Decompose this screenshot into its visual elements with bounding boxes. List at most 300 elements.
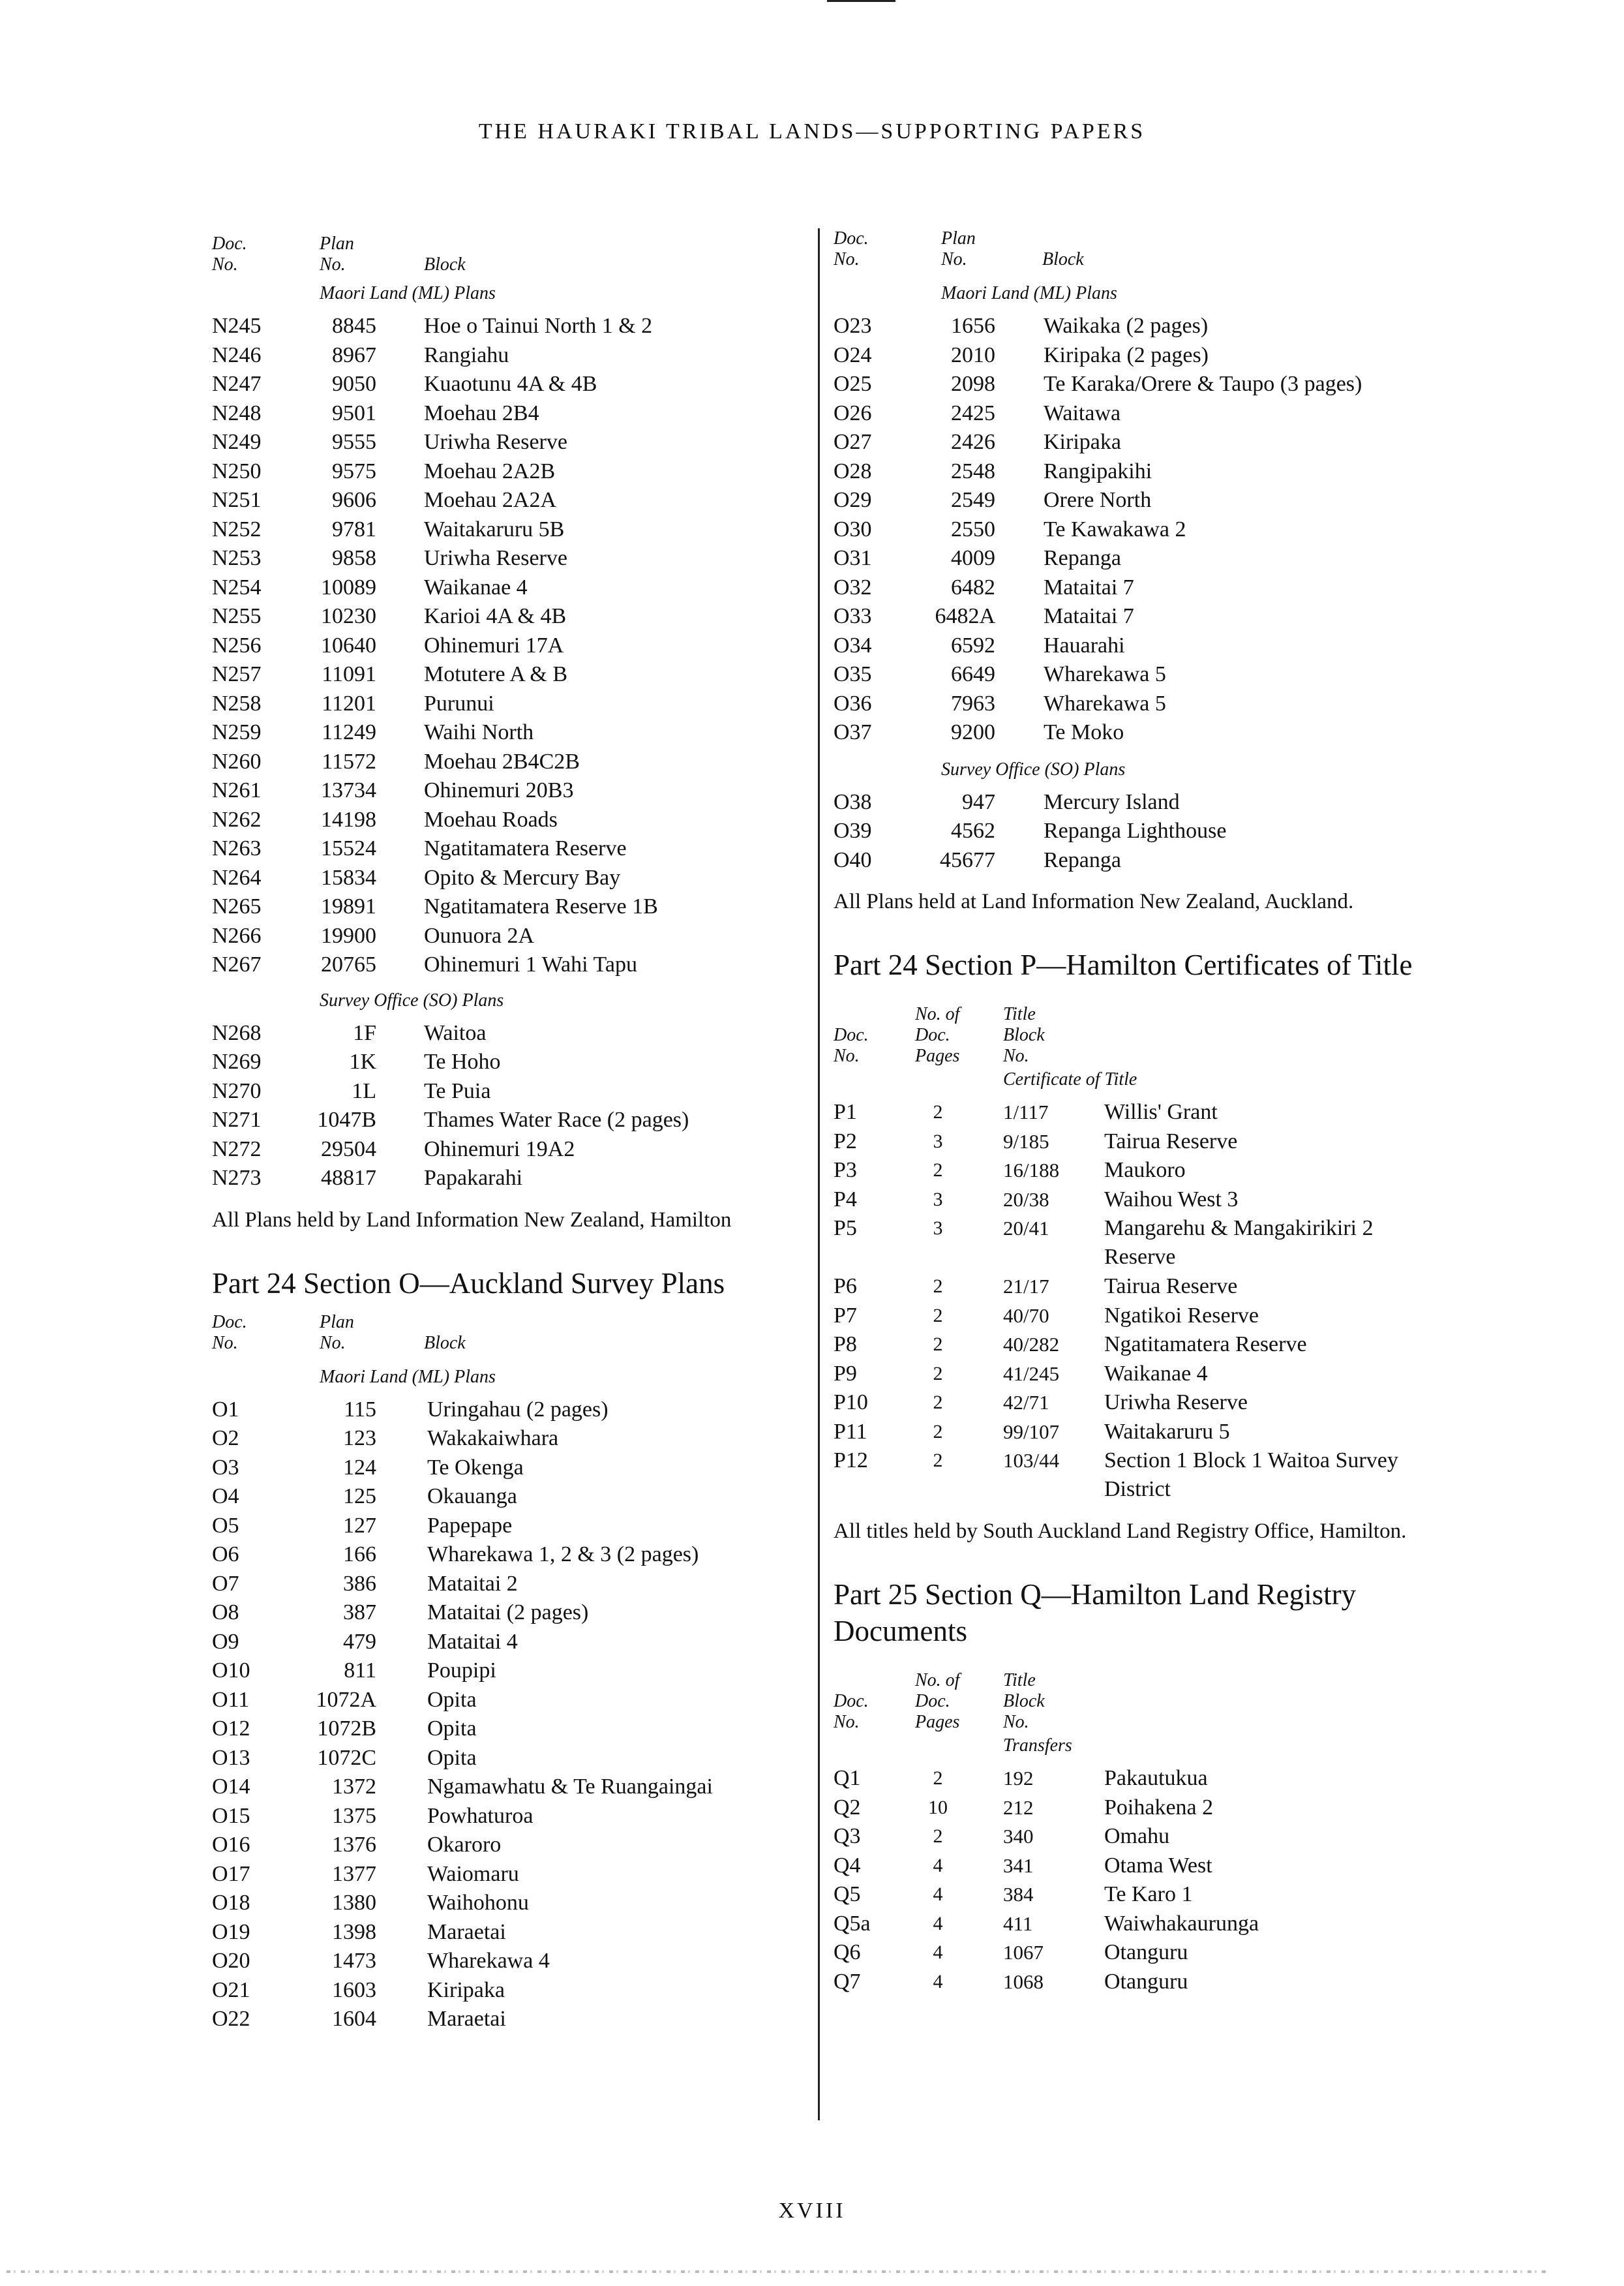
plan-number: 11091 xyxy=(322,662,376,686)
plan-number: 1380 xyxy=(332,1891,376,1915)
table-row xyxy=(212,951,799,980)
doc-number: O1 xyxy=(212,1397,239,1422)
table-row xyxy=(834,602,1434,632)
doc-number: O11 xyxy=(212,1687,250,1712)
doc-number: O3 xyxy=(212,1455,239,1480)
table-row xyxy=(212,1077,799,1106)
block-name: Section 1 Block 1 Waitoa Survey District xyxy=(1104,1448,1398,1501)
running-head: THE HAURAKI TRIBAL LANDS—SUPPORTING PAPERS xyxy=(478,119,1146,144)
doc-number: O21 xyxy=(212,1977,250,2002)
section-p-title: Part 24 Section P—Hamilton Certificates of Title xyxy=(834,949,1413,981)
block-name: Rangiahu xyxy=(424,343,509,367)
table-row xyxy=(212,486,799,515)
block-name: Ngatikoi Reserve xyxy=(1104,1303,1259,1328)
plan-number: 1K xyxy=(349,1050,376,1074)
doc-number: O15 xyxy=(212,1803,250,1828)
page-count: 4 xyxy=(933,1854,943,1876)
table-row xyxy=(212,428,799,457)
block-name: Rangipakihi xyxy=(1044,459,1152,483)
doc-number: P12 xyxy=(834,1448,868,1472)
doc-number: N264 xyxy=(212,865,262,890)
block-name: Ohinemuri 1 Wahi Tapu xyxy=(424,952,637,977)
doc-number: O7 xyxy=(212,1571,239,1596)
block-name: Moehau Roads xyxy=(424,807,558,832)
table-row xyxy=(212,1714,799,1744)
table-row xyxy=(834,1388,1434,1418)
block-name: Ohinemuri 19A2 xyxy=(424,1136,575,1161)
table-row xyxy=(834,544,1434,573)
table-row xyxy=(212,748,799,777)
table-row xyxy=(212,1424,799,1454)
doc-number: O29 xyxy=(834,488,872,512)
plan-header: Plan xyxy=(941,228,976,249)
doc-number: P2 xyxy=(834,1129,857,1153)
table-row xyxy=(834,399,1434,429)
o-table-right xyxy=(834,312,1434,748)
page-count: 2 xyxy=(933,1275,943,1297)
plan-number: 9575 xyxy=(332,459,376,483)
table-row xyxy=(212,515,799,545)
block-name: Mataitai (2 pages) xyxy=(427,1600,589,1624)
plan-number: 947 xyxy=(962,789,995,814)
title-number: 341 xyxy=(1003,1853,1034,1877)
doc-number: Q5 xyxy=(834,1882,861,1906)
doc-number: O28 xyxy=(834,459,872,483)
block-name: Moehau 2B4C2B xyxy=(424,749,580,774)
page-count: 2 xyxy=(933,1334,943,1355)
left-column xyxy=(212,228,799,2034)
plan-number: 2098 xyxy=(951,372,995,396)
block-name: Wharekawa 5 xyxy=(1044,662,1166,686)
doc-number: O12 xyxy=(212,1716,250,1741)
block-name: Te Karaka/Orere & Taupo (3 pages) xyxy=(1044,372,1362,396)
block-name: Mataitai 7 xyxy=(1044,604,1134,628)
plan-number: 20765 xyxy=(321,952,376,977)
doc-number: N257 xyxy=(212,662,262,686)
o-ml-subheading-cont: Maori Land (ML) Plans xyxy=(941,283,1117,303)
table-row xyxy=(834,1156,1434,1185)
plan-number: 1L xyxy=(352,1078,376,1103)
block-name: Uriwha Reserve xyxy=(424,546,567,570)
table-row xyxy=(212,1860,799,1889)
table-row xyxy=(212,1686,799,1715)
no-of-header: No. of xyxy=(915,1670,960,1690)
plan-number: 115 xyxy=(344,1397,376,1422)
doc-number: N248 xyxy=(212,401,262,425)
doc-number: N267 xyxy=(212,952,262,977)
plan-number: 386 xyxy=(343,1571,376,1596)
doc-number: O10 xyxy=(212,1658,250,1683)
title-number: 212 xyxy=(1003,1795,1034,1819)
doc-number: O32 xyxy=(834,575,872,600)
plan-number: 9555 xyxy=(332,430,376,454)
block-name: Maraetai xyxy=(427,2007,506,2031)
plan-number: 19900 xyxy=(321,923,376,948)
block-name: Mataitai 4 xyxy=(427,1629,518,1654)
plan-number: 6649 xyxy=(951,662,995,686)
table-row xyxy=(834,1968,1434,1997)
plan-number: 123 xyxy=(343,1426,376,1450)
plan-number: 1F xyxy=(353,1020,376,1045)
table-row xyxy=(834,1793,1434,1823)
table-row xyxy=(834,1302,1434,1331)
plan-number: 125 xyxy=(343,1484,376,1508)
plan-number: 15524 xyxy=(321,836,376,861)
block-name: Waiwhakaurunga xyxy=(1104,1911,1259,1936)
o-table-header xyxy=(212,1312,799,1364)
o-so-table xyxy=(834,788,1434,876)
right-column xyxy=(834,228,1434,1996)
doc-number: N265 xyxy=(212,894,262,919)
o-table-header-cont xyxy=(834,228,1434,281)
block-name: Mataitai 7 xyxy=(1044,575,1134,600)
title-number: 411 xyxy=(1003,1912,1033,1935)
plan-number: 2550 xyxy=(951,517,995,541)
title-number: 16/188 xyxy=(1003,1159,1060,1181)
title-number: 40/282 xyxy=(1003,1333,1060,1356)
doc-pages-header: Doc. xyxy=(915,1691,950,1711)
no-header: No. xyxy=(834,249,860,269)
plan-number: 1072C xyxy=(317,1745,376,1770)
doc-number: O31 xyxy=(834,546,872,570)
plan-number: 166 xyxy=(343,1542,376,1566)
plan-number: 2549 xyxy=(951,488,995,512)
table-row xyxy=(834,573,1434,603)
table-row xyxy=(834,690,1434,719)
title-number: 21/17 xyxy=(1003,1275,1049,1298)
plan-number: 45677 xyxy=(940,847,995,872)
block-name: Kiripaka xyxy=(1044,430,1121,454)
table-row xyxy=(834,1910,1434,1939)
block-name: Te Kawakawa 2 xyxy=(1044,517,1186,541)
block-name: Motutere A & B xyxy=(424,662,568,686)
doc-number: Q6 xyxy=(834,1940,861,1964)
page-count: 4 xyxy=(933,1883,943,1905)
doc-number: O4 xyxy=(212,1484,239,1508)
table-row xyxy=(212,1947,799,1976)
block-name: Waikanae 4 xyxy=(424,575,528,600)
block-name: Otama West xyxy=(1104,1853,1212,1878)
table-row xyxy=(834,817,1434,846)
table-row xyxy=(212,660,799,690)
block-name: Opita xyxy=(427,1716,477,1741)
table-row xyxy=(212,1540,799,1570)
block-name: Waitakaruru 5 xyxy=(1104,1419,1230,1444)
table-row xyxy=(834,1185,1434,1215)
table-row xyxy=(834,486,1434,515)
no-of-header: No. of xyxy=(915,1004,960,1024)
page-count: 4 xyxy=(933,1942,943,1963)
doc-number: O19 xyxy=(212,1919,250,1944)
plan-number: 1072A xyxy=(316,1687,376,1712)
doc-number: O8 xyxy=(212,1600,239,1624)
table-row xyxy=(212,718,799,748)
plan-no-header: No. xyxy=(941,249,967,269)
table-row xyxy=(834,1418,1434,1447)
plan-number: 6482 xyxy=(951,575,995,600)
table-row xyxy=(212,690,799,719)
block-name: Repanga xyxy=(1044,847,1121,872)
table-row xyxy=(212,776,799,806)
plan-number: 4009 xyxy=(951,546,995,570)
block-name: Kuaotunu 4A & 4B xyxy=(424,372,597,396)
table-row xyxy=(212,341,799,371)
doc-number: P3 xyxy=(834,1158,857,1182)
plan-number: 1047B xyxy=(317,1108,376,1132)
plan-number: 1377 xyxy=(332,1861,376,1886)
plan-number: 13734 xyxy=(321,778,376,802)
block-name: Te Puia xyxy=(424,1078,491,1103)
plan-number: 14198 xyxy=(321,807,376,832)
table-row xyxy=(212,2005,799,2034)
title-number: 384 xyxy=(1003,1883,1034,1906)
table-row xyxy=(212,1482,799,1512)
title-no-header: No. xyxy=(1003,1712,1029,1732)
block-header: Block xyxy=(424,1332,466,1353)
plan-number: 811 xyxy=(344,1658,376,1683)
plan-number: 10640 xyxy=(321,633,376,658)
table-row xyxy=(212,1918,799,1947)
table-row xyxy=(212,602,799,632)
page-count: 10 xyxy=(928,1796,948,1818)
doc-number: O14 xyxy=(212,1775,250,1799)
plan-number: 9050 xyxy=(332,372,376,396)
column-divider xyxy=(818,228,820,2120)
table-row xyxy=(212,834,799,864)
section-q-title: Part 25 Section Q—Hamilton Land Registry Documents xyxy=(834,1578,1357,1647)
block-name: Karioi 4A & 4B xyxy=(424,604,567,628)
title-number: 1/117 xyxy=(1003,1101,1049,1123)
block-name: Okauanga xyxy=(427,1484,517,1508)
block-name: Tairua Reserve xyxy=(1104,1129,1238,1153)
doc-number: N271 xyxy=(212,1108,262,1132)
block-name: Te Hoho xyxy=(424,1050,501,1074)
block-name: Waikaka (2 pages) xyxy=(1044,314,1209,338)
plan-number: 2425 xyxy=(951,401,995,425)
table-row xyxy=(212,1395,799,1425)
plan-number: 1375 xyxy=(332,1803,376,1828)
doc-number: Q3 xyxy=(834,1824,861,1848)
doc-number: P6 xyxy=(834,1274,857,1298)
table-row xyxy=(834,1880,1434,1910)
doc-number: O16 xyxy=(212,1833,250,1857)
table-row xyxy=(834,515,1434,545)
doc-number: P1 xyxy=(834,1100,857,1124)
plan-number: 387 xyxy=(343,1600,376,1624)
table-row xyxy=(212,864,799,893)
page-count: 2 xyxy=(933,1767,943,1789)
block-name: Omahu xyxy=(1104,1824,1170,1848)
page-count: 2 xyxy=(933,1159,943,1181)
block-name: Poihakena 2 xyxy=(1104,1795,1214,1820)
title-number: 99/107 xyxy=(1003,1420,1060,1443)
block-name: Te Okenga xyxy=(427,1455,524,1480)
block-name: Papepape xyxy=(427,1513,513,1538)
plan-number: 9501 xyxy=(332,401,376,425)
block-name: Wharekawa 5 xyxy=(1044,691,1166,716)
doc-number: O2 xyxy=(212,1426,239,1450)
plan-number: 15834 xyxy=(321,865,376,890)
title-header: Title xyxy=(1003,1004,1036,1024)
page-count: 3 xyxy=(933,1188,943,1210)
block-name: Ounuora 2A xyxy=(424,923,535,948)
doc-number: P11 xyxy=(834,1419,867,1444)
table-row xyxy=(212,399,799,429)
table-row xyxy=(834,1446,1434,1504)
page-count: 2 xyxy=(933,1450,943,1471)
block-name: Waitawa xyxy=(1044,401,1121,425)
plan-number: 479 xyxy=(343,1629,376,1654)
o-table-left xyxy=(212,1395,799,2034)
block-name: Wakakaiwhara xyxy=(427,1426,559,1450)
plan-number: 1473 xyxy=(332,1949,376,1973)
title-number: 192 xyxy=(1003,1767,1034,1790)
table-row xyxy=(212,370,799,399)
doc-number: O37 xyxy=(834,720,872,744)
plan-number: 1603 xyxy=(332,1977,376,2002)
plan-no-header: No. xyxy=(320,1332,346,1353)
page-count: 3 xyxy=(933,1130,943,1152)
doc-number: N247 xyxy=(212,372,262,396)
plan-number: 9781 xyxy=(332,517,376,541)
pages-header: Pages xyxy=(915,1712,960,1732)
block-name: Waihou West 3 xyxy=(1104,1187,1239,1212)
block-name: Uringahau (2 pages) xyxy=(427,1397,609,1422)
table-row xyxy=(834,1764,1434,1793)
title-header: Title xyxy=(1003,1670,1036,1690)
n-ml-table xyxy=(212,312,799,980)
block-name: Powhaturoa xyxy=(427,1803,534,1828)
block-name: Moehau 2A2B xyxy=(424,459,556,483)
block-name: Mangarehu & Mangakirikiri 2 Reserve xyxy=(1104,1216,1374,1269)
table-row xyxy=(834,457,1434,487)
q-table-header xyxy=(834,1660,1434,1733)
doc-number: O13 xyxy=(212,1745,250,1770)
table-row xyxy=(834,428,1434,457)
block-name: Kiripaka xyxy=(427,1977,505,2002)
plan-number: 4562 xyxy=(951,819,995,843)
table-row xyxy=(212,1628,799,1657)
p-holding-note: All titles held by South Auckland Land Registry Office, Hamilton. xyxy=(834,1519,1407,1543)
doc-number: P5 xyxy=(834,1216,857,1240)
doc-number: O6 xyxy=(212,1542,239,1566)
plan-number: 2548 xyxy=(951,459,995,483)
doc-header: Doc. xyxy=(834,1025,869,1045)
no-header: No. xyxy=(834,1046,860,1066)
doc-number: N256 xyxy=(212,633,262,658)
block-name: Repanga Lighthouse xyxy=(1044,819,1227,843)
doc-number: O5 xyxy=(212,1513,239,1538)
plan-number: 1398 xyxy=(332,1919,376,1944)
table-row xyxy=(212,1106,799,1135)
table-row xyxy=(834,660,1434,690)
table-row xyxy=(834,1330,1434,1360)
plan-number: 1372 xyxy=(332,1775,376,1799)
plan-number: 11249 xyxy=(322,720,376,744)
table-row xyxy=(212,1802,799,1831)
doc-number: O20 xyxy=(212,1949,250,1973)
table-row xyxy=(212,1889,799,1918)
plan-number: 1376 xyxy=(332,1833,376,1857)
doc-number: N273 xyxy=(212,1166,262,1190)
table-row xyxy=(212,1048,799,1077)
title-block-header: Block xyxy=(1003,1691,1045,1711)
doc-header: Doc. xyxy=(834,1691,869,1711)
doc-number: N251 xyxy=(212,488,262,512)
o-holding-note: All Plans held at Land Information New Zealand, Auckland. xyxy=(834,890,1354,913)
no-header: No. xyxy=(212,254,238,275)
plan-number: 8967 xyxy=(332,343,376,367)
block-header: Block xyxy=(1042,249,1084,269)
n-so-table xyxy=(212,1019,799,1193)
page-count: 4 xyxy=(933,1912,943,1934)
table-row xyxy=(834,1098,1434,1127)
plan-number: 2010 xyxy=(951,343,995,367)
title-number: 20/41 xyxy=(1003,1217,1049,1240)
doc-number: O40 xyxy=(834,847,872,872)
p-table-header xyxy=(834,994,1434,1067)
title-no-header: No. xyxy=(1003,1046,1029,1066)
doc-number: N250 xyxy=(212,459,262,483)
block-name: Tairua Reserve xyxy=(1104,1274,1238,1298)
block-name: Waiomaru xyxy=(427,1861,519,1886)
block-name: Maukoro xyxy=(1104,1158,1186,1182)
table-row xyxy=(834,1852,1434,1881)
doc-header: Doc. xyxy=(834,228,869,249)
block-name: Ngamawhatu & Te Ruangaingai xyxy=(427,1775,713,1799)
plan-number: 10230 xyxy=(321,604,376,628)
block-name: Opito & Mercury Bay xyxy=(424,865,621,890)
doc-number: O26 xyxy=(834,401,872,425)
block-name: Orere North xyxy=(1044,488,1152,512)
block-header: Block xyxy=(424,254,466,275)
plan-number: 9606 xyxy=(332,488,376,512)
plan-number: 9200 xyxy=(951,720,995,744)
block-name: Wharekawa 4 xyxy=(427,1949,550,1973)
doc-number: O25 xyxy=(834,372,872,396)
block-name: Ohinemuri 20B3 xyxy=(424,778,574,802)
doc-header: Doc. xyxy=(212,234,247,254)
o-ml-subheading: Maori Land (ML) Plans xyxy=(320,1366,496,1387)
doc-number: N268 xyxy=(212,1020,262,1045)
table-row xyxy=(834,1938,1434,1968)
block-name: Uriwha Reserve xyxy=(1104,1390,1248,1414)
table-row xyxy=(834,1822,1434,1852)
doc-number: O36 xyxy=(834,691,872,716)
block-name: Waitoa xyxy=(424,1020,487,1045)
scan-artifact xyxy=(7,2270,1546,2273)
doc-number: P9 xyxy=(834,1361,857,1386)
page-count: 2 xyxy=(933,1304,943,1326)
table-row xyxy=(212,1831,799,1860)
plan-number: 11201 xyxy=(322,691,376,716)
doc-number: Q2 xyxy=(834,1795,861,1820)
p-subheading: Certificate of Title xyxy=(1003,1069,1137,1090)
n-holding-note: All Plans held by Land Information New Zealand, Hamilton xyxy=(212,1208,732,1232)
doc-number: O30 xyxy=(834,517,872,541)
block-name: Willis' Grant xyxy=(1104,1100,1218,1124)
plan-number: 1072B xyxy=(317,1716,376,1741)
doc-number: P4 xyxy=(834,1187,857,1212)
block-name: Purunui xyxy=(424,691,494,716)
block-name: Maraetai xyxy=(427,1919,506,1944)
table-row xyxy=(212,1656,799,1686)
plan-number: 124 xyxy=(343,1455,376,1480)
doc-number: Q5a xyxy=(834,1911,871,1936)
doc-number: O9 xyxy=(212,1629,239,1654)
doc-pages-header: Doc. xyxy=(915,1025,950,1045)
table-row xyxy=(834,1127,1434,1157)
